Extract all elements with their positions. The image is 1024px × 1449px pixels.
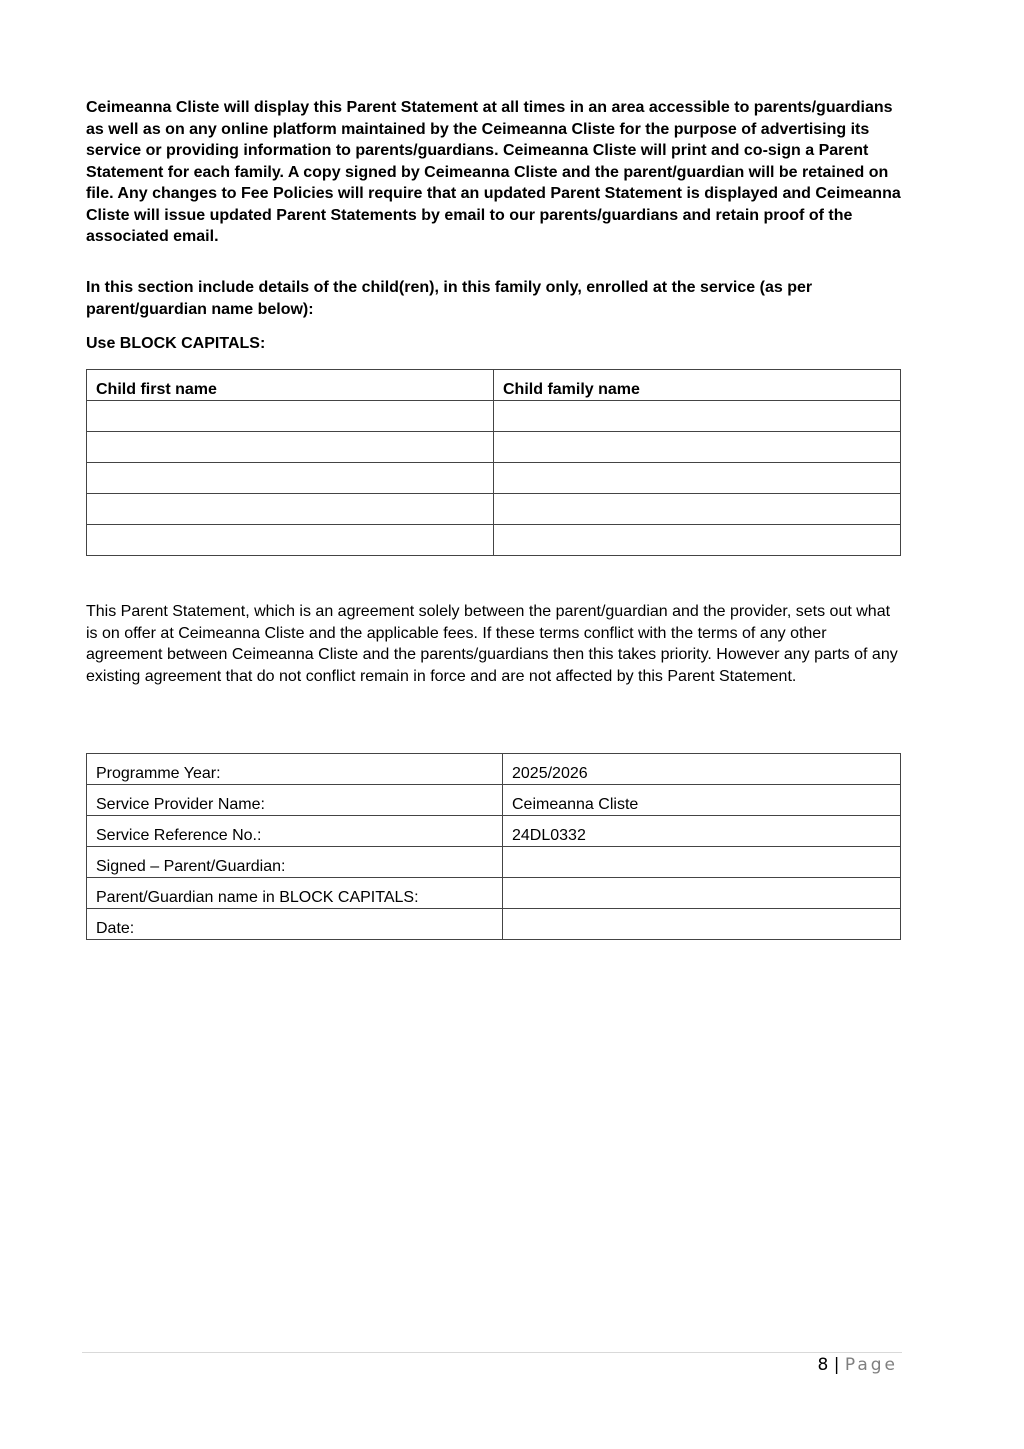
child-first-name-cell[interactable] [87,432,494,463]
table-row [87,909,901,940]
service-reference-value: 24DL0332 [503,816,901,847]
section-instruction: In this section include details of the child(ren), in this family only, enrolled at the service (as per parent/guardian name below): [86,279,813,318]
child-first-name-cell[interactable] [87,401,494,432]
signed-parent-field[interactable] [503,847,901,878]
page-footer [817,1355,898,1375]
child-family-name-cell[interactable] [494,432,901,463]
provider-name-value: Ceimeanna Cliste [503,785,901,816]
table-row [87,785,901,816]
service-details-table [86,753,901,940]
parent-name-label: Parent/Guardian name in BLOCK CAPITALS: [87,878,503,909]
child-first-name-cell[interactable] [87,494,494,525]
block-capitals-note: Use BLOCK CAPITALS: [86,335,266,352]
page-label: Page [844,1355,898,1375]
table-row [87,525,901,556]
child-family-name-cell[interactable] [494,525,901,556]
child-first-name-cell[interactable] [87,463,494,494]
table-row [87,432,901,463]
child-family-name-cell[interactable] [494,401,901,432]
child-family-name-cell[interactable] [494,494,901,525]
service-reference-label: Service Reference No.: [87,816,503,847]
header-child-family-name: Child family name [494,370,901,401]
programme-year-label: Programme Year: [87,754,503,785]
provider-name-label: Service Provider Name: [87,785,503,816]
table-row [87,401,901,432]
table-row [87,754,901,785]
table-row [87,816,901,847]
child-family-name-cell[interactable] [494,463,901,494]
date-field[interactable] [503,909,901,940]
date-label: Date: [87,909,503,940]
child-names-table [86,369,901,556]
intro-paragraph: Ceimeanna Cliste will display this Parent Statement at all times in an area accessible to parents/guardians as well as on any online platform maintained by the Ceimeanna Cliste for the purpose of advertising its service or providing information to parents/guardians. Ceimeanna Cliste will print and co-sign a Parent Statement for each family. A copy signed by Ceimeanna Cliste and the parent/guardian will be retained on file. Any changes to Fee Policies will require that an updated Parent Statement is displayed and Ceimeanna Cliste will issue updated Parent Statements by email to our parents/guardians and retain proof of the associated email. [86,99,901,245]
page-number: 8 [817,1355,829,1375]
table-row [87,494,901,525]
footer-divider [82,1352,902,1353]
header-child-first-name: Child first name [87,370,494,401]
agreement-paragraph: This Parent Statement, which is an agreement solely between the parent/guardian and the provider, sets out what is on offer at Ceimeanna Cliste and the applicable fees. If these terms conflict with the terms of any other agreement between Ceimeanna Cliste and the parents/guardians then this takes priority. However any parts of any existing agreement that do not conflict remain in force and are not affected by this Parent Statement. [86,603,898,685]
child-first-name-cell[interactable] [87,525,494,556]
table-row [87,463,901,494]
footer-separator: | [833,1355,840,1375]
signed-parent-label: Signed – Parent/Guardian: [87,847,503,878]
table-row [87,878,901,909]
table-header-row [87,370,901,401]
table-row [87,847,901,878]
parent-name-field[interactable] [503,878,901,909]
programme-year-value: 2025/2026 [503,754,901,785]
